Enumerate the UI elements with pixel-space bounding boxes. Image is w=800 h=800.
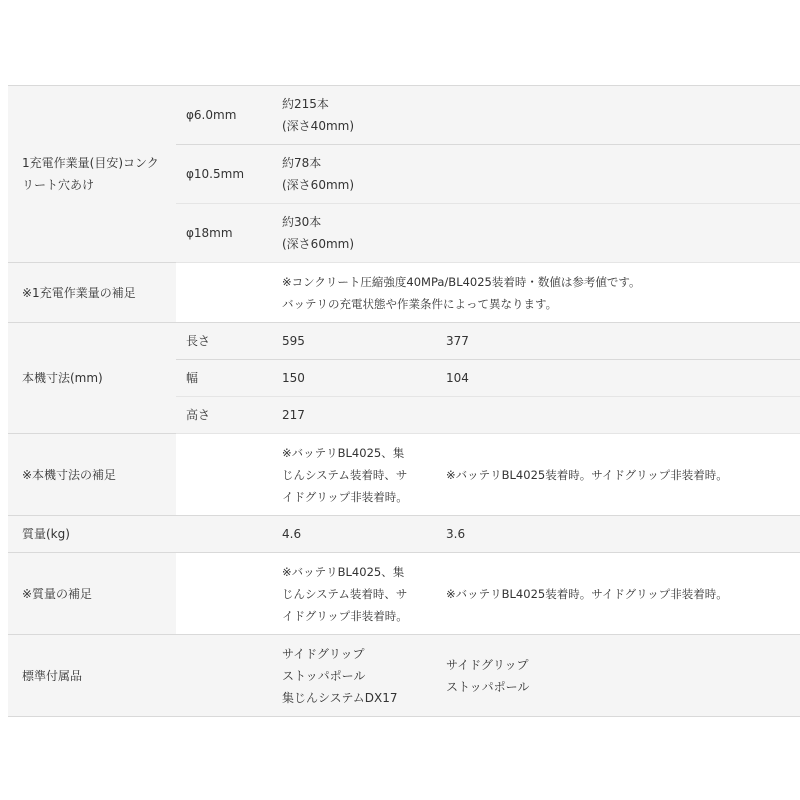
spec-table — [8, 85, 800, 717]
empty-cell — [176, 263, 278, 323]
row-label-dimensions: 本機寸法(mm) — [8, 323, 176, 434]
cell-value: ※コンクリート圧縮強度40MPa/BL4025装着時・数値は参考値です。 バッテリの充電状態や作業条件によって異なります。 — [278, 263, 800, 323]
table-row — [8, 434, 800, 516]
cell-value: ※バッテリBL4025、集 じんシステム装着時、サ イドグリップ非装着時。 — [278, 434, 442, 516]
cell-value: 104 — [442, 360, 800, 397]
empty-cell — [176, 553, 278, 635]
sub-label: φ18mm — [176, 204, 278, 263]
table-row — [8, 263, 800, 323]
cell-value: 150 — [278, 360, 442, 397]
cell-value: 3.6 — [442, 516, 800, 553]
row-label-accessories: 標準付属品 — [8, 635, 176, 717]
empty-cell — [176, 516, 278, 553]
cell-value: 595 — [278, 323, 442, 360]
table-row — [8, 553, 800, 635]
cell-value: サイドグリップ ストッパポール 集じんシステムDX17 — [278, 635, 442, 717]
table-row — [8, 86, 800, 145]
cell-value: ※バッテリBL4025装着時。サイドグリップ非装着時。 — [442, 553, 800, 635]
sub-label: 長さ — [176, 323, 278, 360]
cell-value: 377 — [442, 323, 800, 360]
cell-value: ※バッテリBL4025装着時。サイドグリップ非装着時。 — [442, 434, 800, 516]
row-label-mass: 質量(kg) — [8, 516, 176, 553]
sub-label: 高さ — [176, 397, 278, 434]
cell-value: 約30本 (深さ60mm) — [278, 204, 800, 263]
row-label-charge-note: ※1充電作業量の補足 — [8, 263, 176, 323]
cell-value: 4.6 — [278, 516, 442, 553]
cell-value: 217 — [278, 397, 442, 434]
table-row — [8, 323, 800, 360]
row-label-mass-note: ※質量の補足 — [8, 553, 176, 635]
row-label-charge-work: 1充電作業量(目安)コンクリート穴あけ — [8, 86, 176, 263]
sub-label: φ10.5mm — [176, 145, 278, 204]
empty-cell — [176, 635, 278, 717]
empty-cell — [176, 434, 278, 516]
row-label-dim-note: ※本機寸法の補足 — [8, 434, 176, 516]
cell-value: サイドグリップ ストッパポール — [442, 635, 800, 717]
table-row — [8, 516, 800, 553]
table-row — [8, 635, 800, 717]
cell-value — [442, 397, 800, 434]
cell-value: ※バッテリBL4025、集 じんシステム装着時、サ イドグリップ非装着時。 — [278, 553, 442, 635]
cell-value: 約215本 (深さ40mm) — [278, 86, 800, 145]
cell-value: 約78本 (深さ60mm) — [278, 145, 800, 204]
sub-label: 幅 — [176, 360, 278, 397]
sub-label: φ6.0mm — [176, 86, 278, 145]
